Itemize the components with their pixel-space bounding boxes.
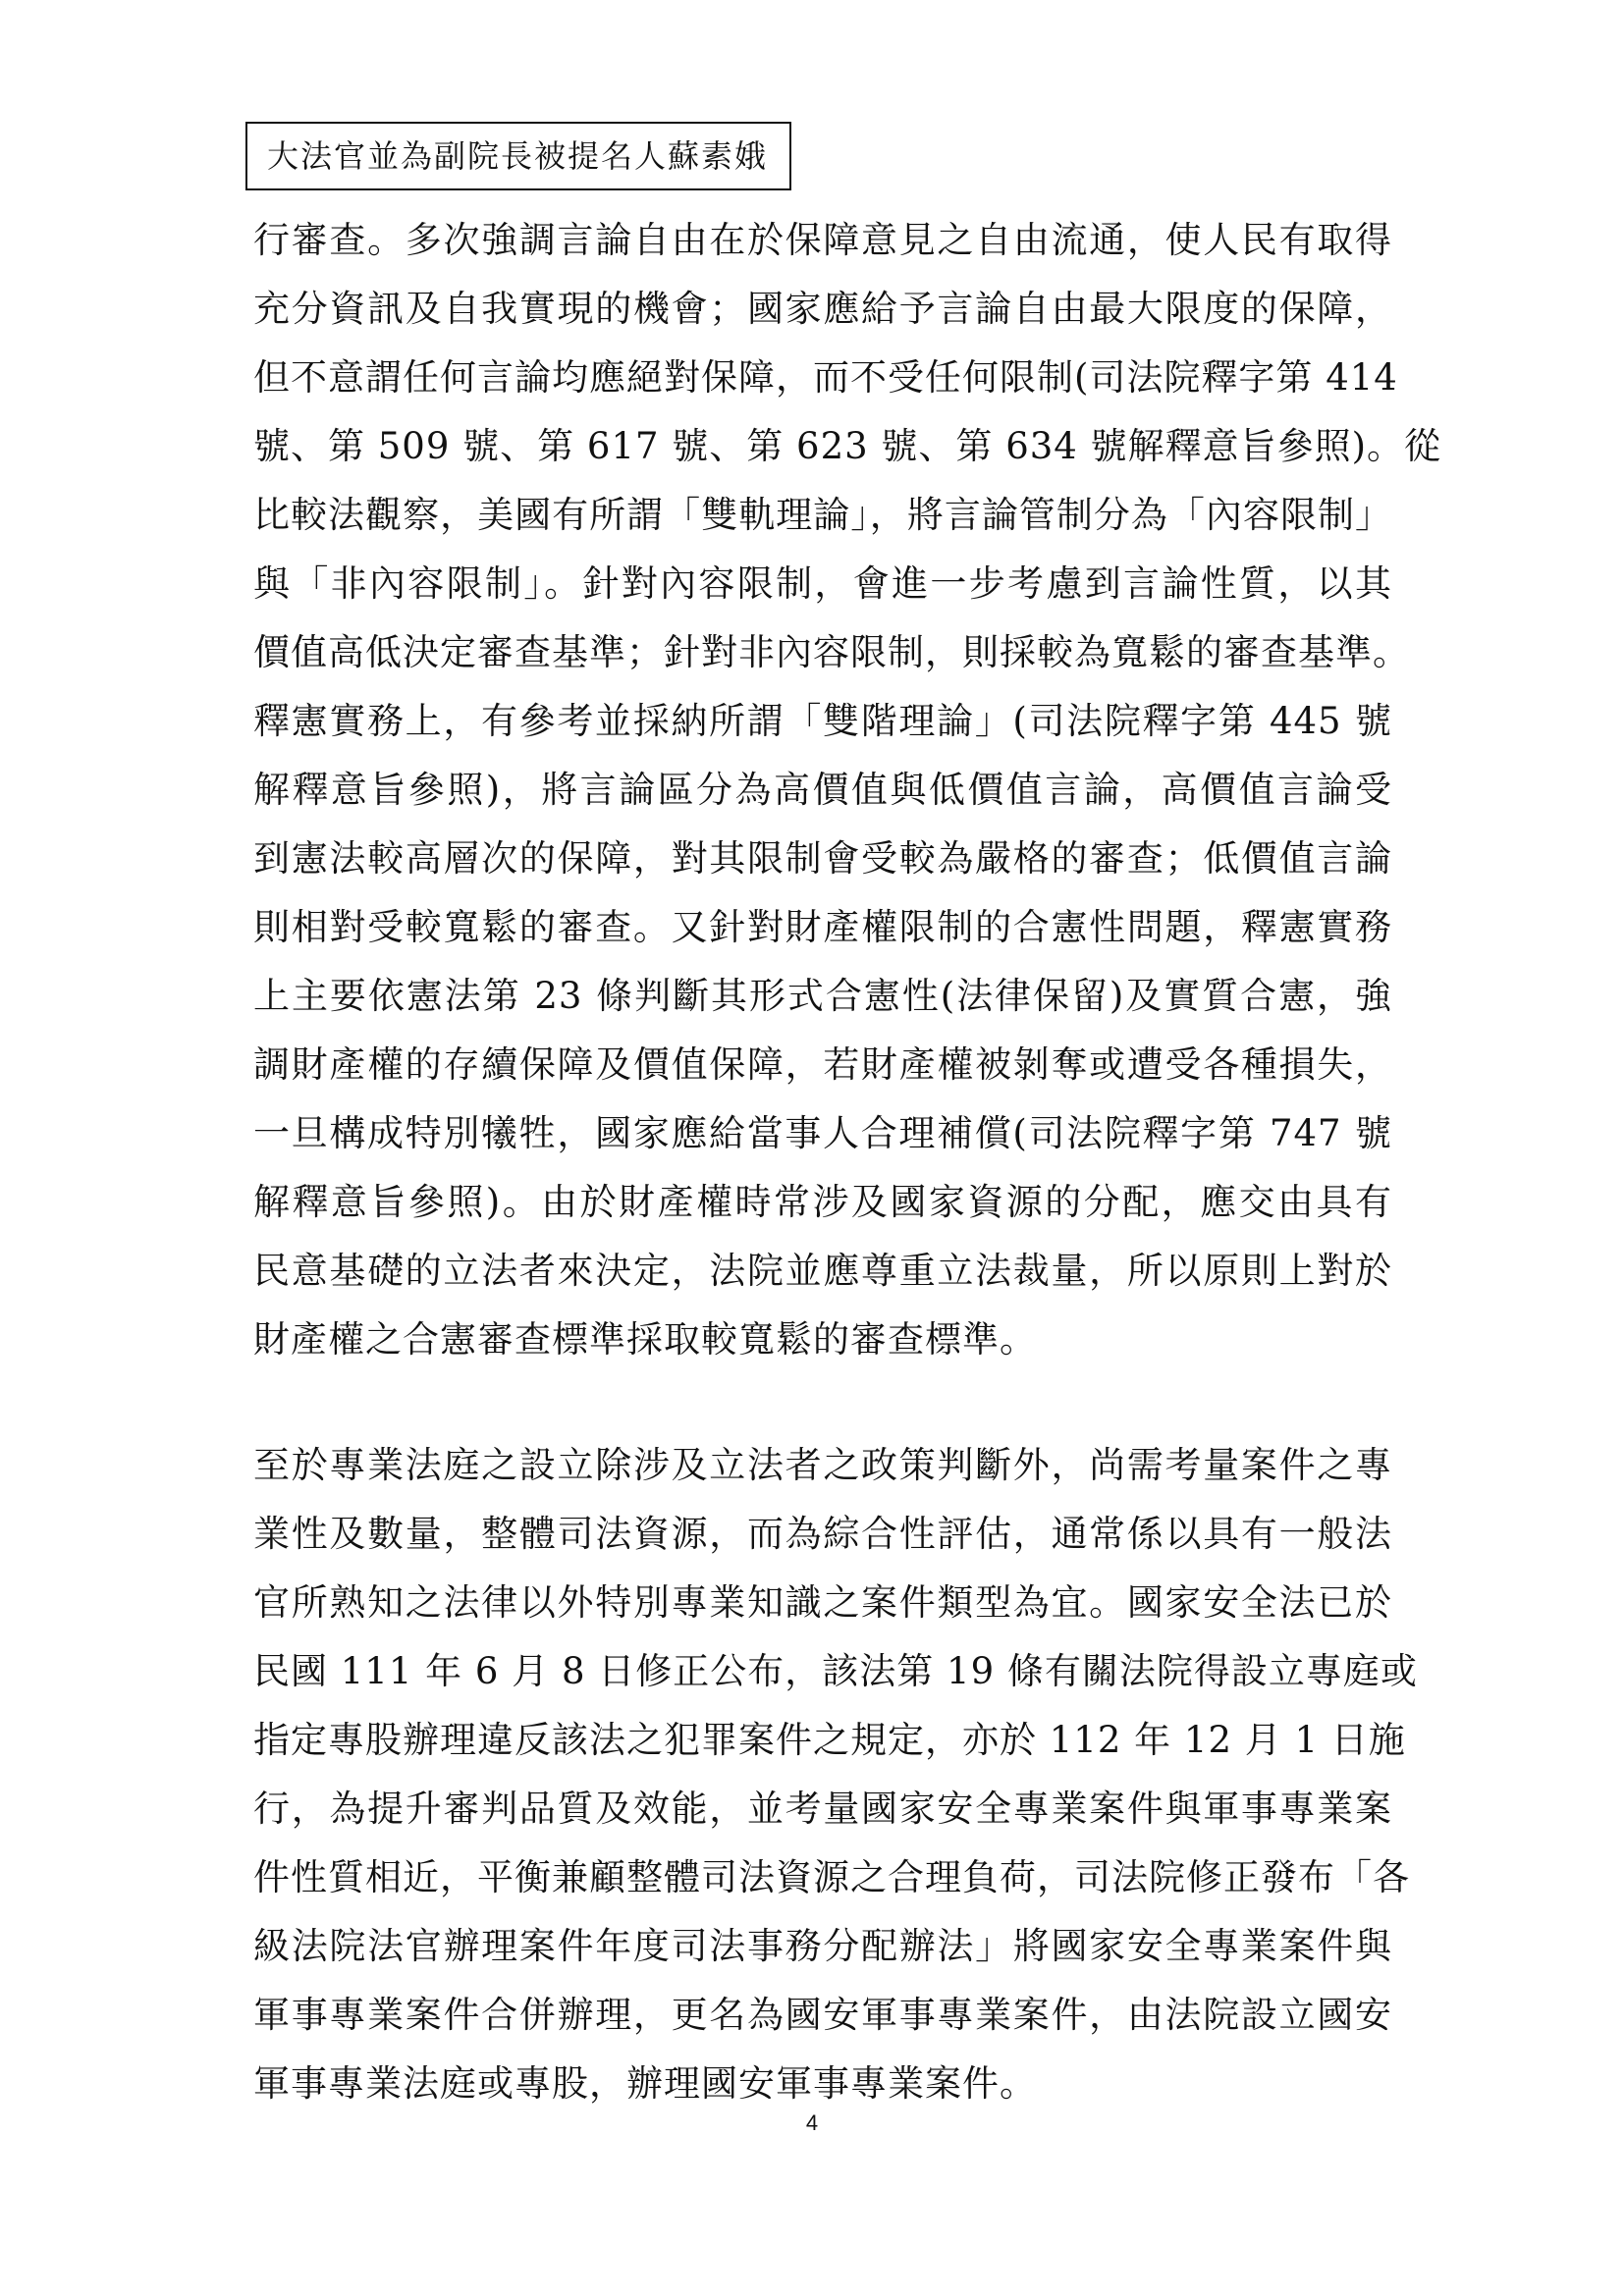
text-line: 行，為提升審判品質及效能，並考量國家安全專業案件與軍事專業案 — [253, 1788, 1392, 1830]
text-line: 件性質相近，平衡兼顧整體司法資源之合理負荷，司法院修正發布「各 — [253, 1856, 1410, 1898]
text-line: 指定專股辦理違反該法之犯罪案件之規定，亦於 112 年 12 月 1 日施 — [253, 1719, 1406, 1761]
text-line: 一旦構成特別犧牲，國家應給當事人合理補償(司法院釋字第 747 號 — [253, 1112, 1392, 1154]
text-line: 業性及數量，整體司法資源，而為綜合性評估，通常係以具有一般法 — [253, 1513, 1392, 1555]
text-line: 與「非內容限制」。針對內容限制，會進一步考慮到言論性質，以其 — [253, 562, 1392, 605]
nominee-header: 大法官並為副院長被提名人蘇素娥 — [245, 122, 791, 190]
text-line: 號、第 509 號、第 617 號、第 623 號、第 634 號解釋意旨參照)。從 — [253, 425, 1442, 467]
text-line: 軍事專業法庭或專股，辦理國安軍事專業案件。 — [253, 2062, 1037, 2105]
text-line: 釋憲實務上，有參考並採納所謂「雙階理論」(司法院釋字第 445 號 — [253, 700, 1392, 742]
text-line: 行審查。多次強調言論自由在於保障意見之自由流通，使人民有取得 — [253, 219, 1392, 261]
text-line: 到憲法較高層次的保障，對其限制會受較為嚴格的審查；低價值言論 — [253, 837, 1392, 880]
text-line: 財產權之合憲審查標準採取較寬鬆的審查標準。 — [253, 1318, 1037, 1361]
text-line: 則相對受較寬鬆的審查。又針對財產權限制的合憲性問題，釋憲實務 — [253, 906, 1392, 948]
paragraph-speech-property — [253, 206, 1442, 1374]
text-line: 調財產權的存續保障及價值保障，若財產權被剝奪或遭受各種損失， — [253, 1043, 1392, 1086]
text-line: 官所熟知之法律以外特別專業知識之案件類型為宜。國家安全法已於 — [253, 1581, 1392, 1624]
text-line: 解釋意旨參照)，將言論區分為高價值與低價值言論，高價值言論受 — [253, 769, 1392, 811]
page-number: 4 — [805, 2110, 819, 2135]
text-line: 上主要依憲法第 23 條判斷其形式合憲性(法律保留)及實質合憲，強 — [253, 975, 1392, 1017]
paragraph-specialized-courts — [253, 1431, 1418, 2118]
text-line: 但不意謂任何言論均應絕對保障，而不受任何限制(司法院釋字第 414 — [253, 356, 1398, 399]
document-body — [253, 206, 1442, 2118]
text-line: 民國 111 年 6 月 8 日修正公布，該法第 19 條有關法院得設立專庭或 — [253, 1650, 1418, 1692]
text-line: 民意基礎的立法者來決定，法院並應尊重立法裁量，所以原則上對於 — [253, 1250, 1392, 1292]
text-line: 價值高低決定審查基準；針對非內容限制，則採較為寬鬆的審查基準。 — [253, 631, 1410, 673]
text-line: 至於專業法庭之設立除涉及立法者之政策判斷外，尚需考量案件之專 — [253, 1444, 1392, 1486]
text-line: 比較法觀察，美國有所謂「雙軌理論」，將言論管制分為「內容限制」 — [253, 494, 1392, 536]
text-line: 軍事專業案件合併辦理，更名為國安軍事專業案件，由法院設立國安 — [253, 1994, 1392, 2036]
text-line: 充分資訊及自我實現的機會；國家應給予言論自由最大限度的保障， — [253, 288, 1392, 330]
text-line: 級法院法官辦理案件年度司法事務分配辦法」將國家安全專業案件與 — [253, 1925, 1392, 1967]
text-line: 解釋意旨參照)。由於財產權時常涉及國家資源的分配，應交由具有 — [253, 1181, 1392, 1223]
